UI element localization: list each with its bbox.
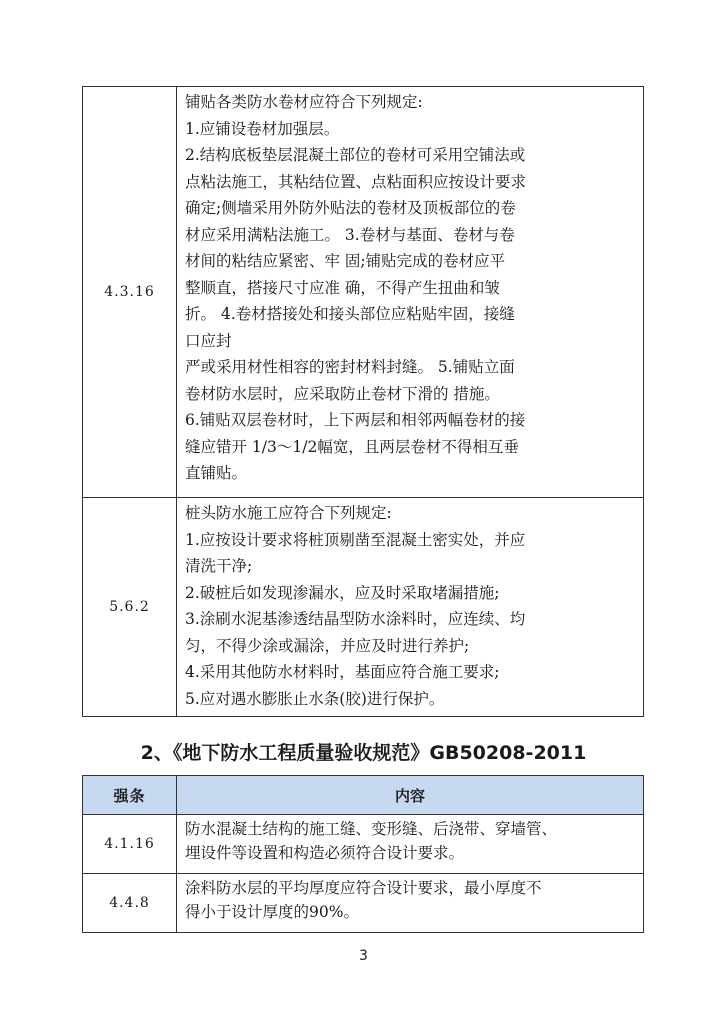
content-line: 6.铺贴双层卷材时，上下两层和相邻两幅卷材的接 <box>185 411 526 429</box>
table-row <box>83 87 644 498</box>
content-line: 缝应错开 1/3～1/2幅宽，且两层卷材不得相互垂 <box>185 437 519 456</box>
clause-content <box>177 87 644 498</box>
content-line: 埋设件等设置和构造必须符合设计要求。 <box>185 844 465 862</box>
content-line: 整顺直，搭接尺寸应准 确，不得产生扭曲和皱 <box>185 278 500 297</box>
column-header-clause: 强条 <box>83 776 177 815</box>
page-number: 3 <box>359 948 368 964</box>
column-header-content: 内容 <box>177 776 644 815</box>
content-line: 材应采用满粘法施工。 3.卷材与基面、卷材与卷 <box>185 225 515 244</box>
table-header-row <box>83 776 644 815</box>
clause-content <box>177 815 644 874</box>
table-row <box>83 874 644 933</box>
content-line: 匀，不得少涂或漏涂，并应及时进行养护; <box>185 636 470 655</box>
content-line: 防水混凝土结构的施工缝、变形缝、后浇带、穿墙管、 <box>185 820 558 838</box>
content-line: 确定;侧墙采用外防外贴法的卷材及顶板部位的卷 <box>185 199 516 217</box>
table-row <box>83 498 644 717</box>
requirements-table-1 <box>82 86 644 717</box>
content-line: 铺贴各类防水卷材应符合下列规定: <box>185 93 423 111</box>
clause-number: 5.6.2 <box>83 498 177 717</box>
content-line: 得小于设计厚度的90%。 <box>185 903 359 921</box>
content-line: 3.涂刷水泥基渗透结晶型防水涂料时，应连续、均 <box>185 610 526 628</box>
requirements-table-2 <box>82 775 644 933</box>
content-line: 1.应铺设卷材加强层。 <box>185 119 340 138</box>
content-line: 4.采用其他防水材料时，基面应符合施工要求; <box>185 663 500 681</box>
section-heading: 2、《地下防水工程质量验收规范》GB50208-2011 <box>140 742 587 764</box>
content-line: 材间的粘结应紧密、牢 固;铺贴完成的卷材应平 <box>185 252 506 270</box>
content-line: 清洗干净; <box>185 557 253 575</box>
content-line: 点粘法施工，其粘结位置、点粘面积应按设计要求 <box>185 172 527 191</box>
content-line: 桩头防水施工应符合下列规定: <box>185 504 392 522</box>
content-line: 卷材防水层时，应采取防止卷材下滑的 措施。 <box>185 384 500 403</box>
content-line: 严或采用材性相容的密封材料封缝。 5.铺贴立面 <box>185 358 515 376</box>
content-line: 直铺贴。 <box>185 464 248 482</box>
content-line: 折。 4.卷材搭接处和接头部位应粘贴牢固，接缝 <box>185 305 515 323</box>
clause-number: 4.3.16 <box>83 87 177 498</box>
content-line: 2.破桩后如发现渗漏水，应及时采取堵漏措施; <box>185 583 500 602</box>
clause-content <box>177 874 644 933</box>
content-line: 5.应对遇水膨胀止水条(胶)进行保护。 <box>185 689 445 708</box>
content-line: 涂料防水层的平均厚度应符合设计要求，最小厚度不 <box>185 879 542 897</box>
content-line: 2.结构底板垫层混凝土部位的卷材可采用空铺法或 <box>185 146 526 164</box>
clause-number: 4.1.16 <box>83 815 177 874</box>
table-row <box>83 815 644 874</box>
content-line: 口应封 <box>185 331 232 350</box>
clause-content <box>177 498 644 717</box>
content-line: 1.应按设计要求将桩顶剔凿至混凝土密实处，并应 <box>185 530 526 549</box>
clause-number: 4.4.8 <box>83 874 177 933</box>
